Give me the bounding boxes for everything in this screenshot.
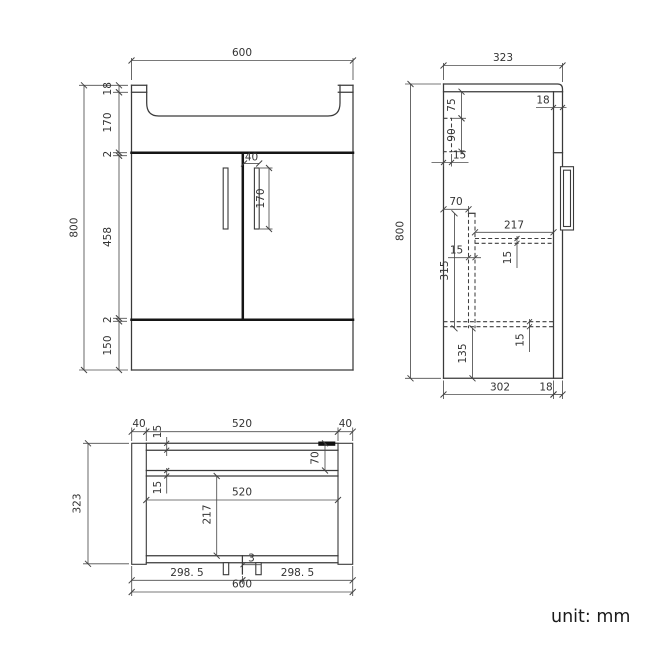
dim-front-width: 600	[231, 47, 253, 59]
side-handle-inner	[564, 170, 571, 226]
dim-front-gap-bottom: 2	[102, 316, 114, 324]
front-view	[69, 47, 354, 370]
door-handle-left	[223, 168, 228, 229]
dim-front-plinth-height: 150	[102, 335, 114, 356]
dim-side-shelf-thickness: 15	[502, 250, 514, 265]
dim-plan-door-gap: 3	[248, 552, 255, 565]
basin-bowl	[147, 85, 340, 116]
dim-plan-back-rail: 15	[152, 424, 164, 439]
dim-side-bracket-offset: 75	[446, 98, 458, 112]
plan-handle-left	[223, 563, 228, 575]
side-view	[395, 52, 574, 399]
dim-side-plinth-height: 135	[457, 343, 469, 364]
dim-plan-partition-thickness: 15	[152, 480, 164, 495]
dim-front-handle-offset: 40	[244, 151, 259, 164]
plan-dimensions	[72, 418, 353, 596]
front-dimensions	[69, 47, 354, 370]
dim-side-counter-overhang: 18	[536, 94, 550, 107]
dim-plan-interior-width: 520	[231, 486, 253, 499]
dim-front-counter-thickness: 18	[102, 82, 114, 96]
dim-plan-overall-width: 600	[231, 578, 253, 591]
dim-front-handle-height: 170	[255, 188, 267, 209]
dim-plan-side-right: 40	[338, 418, 353, 431]
dim-front-overall-height: 800	[68, 217, 81, 238]
dim-plan-partition-offset: 70	[309, 451, 322, 465]
dim-side-depth: 323	[492, 52, 514, 64]
dim-side-door-thickness: 18	[539, 381, 553, 394]
dim-side-bottom-thickness: 15	[514, 333, 527, 347]
plan-view	[72, 418, 353, 596]
dim-side-partition-height: 315	[439, 260, 451, 281]
plan-wall-bracket	[318, 442, 335, 446]
side-dimensions	[395, 52, 567, 399]
dim-side-partition-thickness: 15	[449, 244, 464, 257]
dim-plan-door-left: 298. 5	[170, 567, 204, 579]
countertop-profile	[444, 84, 563, 92]
dim-front-gap-top: 2	[102, 150, 114, 158]
plan-side-panel-left	[132, 443, 147, 564]
dim-plan-interior-top: 520	[231, 418, 253, 431]
dim-plan-door-right: 298. 5	[280, 567, 315, 579]
dim-plan-interior-depth: 217	[201, 504, 214, 525]
dim-front-basin-height: 170	[102, 112, 114, 133]
dim-side-carcass-depth: 302	[489, 381, 511, 394]
dim-front-door-height: 458	[102, 226, 114, 248]
units-note: unit: mm	[551, 607, 631, 627]
dim-side-bracket-thickness: 15	[452, 149, 467, 162]
front-outline	[132, 85, 354, 370]
dim-side-partition-offset: 70	[449, 196, 463, 208]
dim-side-bracket-height: 90	[446, 128, 458, 142]
dim-plan-depth: 323	[71, 493, 84, 514]
plan-side-panel-right	[338, 443, 353, 564]
dim-side-overall-height: 800	[394, 220, 407, 242]
dim-side-shelf-depth: 217	[503, 219, 525, 232]
dim-plan-side-left: 40	[132, 418, 146, 431]
